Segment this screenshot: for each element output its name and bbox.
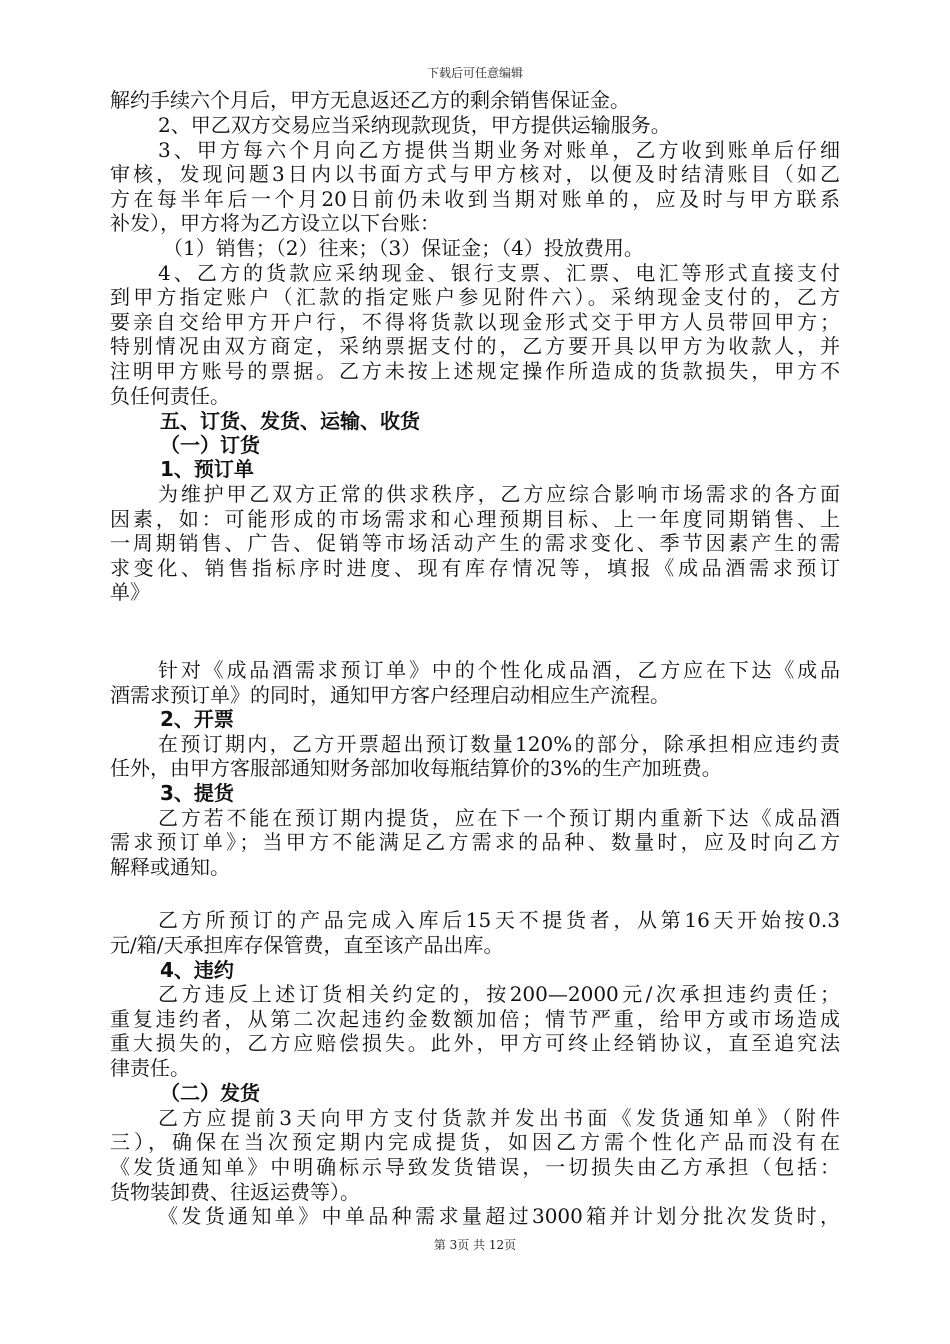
body-line: 因素，如：可能形成的市场需求和心理预期目标、上一年度同期销售、上 [110, 507, 840, 531]
body-line: 在预订期内，乙方开票超出预订数量120%的部分，除承担相应违约责 [158, 732, 840, 756]
body-line: 要亲自交给甲方开户行，不得将货款以现金形式交于甲方人员带回甲方； [110, 310, 840, 334]
item-heading: 1、预订单 [160, 457, 254, 481]
body-line: 3、甲方每六个月向乙方提供当期业务对账单，乙方收到账单后仔细 [158, 138, 840, 162]
body-line: 《发货通知单》中明确标示导致发货错误，一切损失由乙方承担（包括： [110, 1155, 840, 1179]
page-header: 下载后可任意编辑 [426, 66, 523, 80]
body-line: 《发货通知单》中单品种需求量超过3000箱并计划分批次发货时， [158, 1204, 840, 1228]
body-line: 元/箱/天承担库存保管费，直至该产品出库。 [110, 933, 504, 957]
subsection-heading: （一）订货 [160, 433, 260, 457]
subsection-heading: （二）发货 [160, 1081, 260, 1105]
body-line: 为维护甲乙双方正常的供求秩序，乙方应综合影响市场需求的各方面 [158, 482, 840, 506]
body-line: 方在每半年后一个月20日前仍未收到当期对账单的，应及时与甲方联系 [110, 187, 840, 211]
body-line: 需求预订单》；当甲方不能满足乙方需求的品种、数量时，应及时向乙方 [110, 830, 840, 854]
body-line: 单》 [110, 580, 150, 604]
body-line: 解释或通知。 [110, 855, 230, 879]
body-line: 求变化、销售指标序时进度、现有库存情况等，填报《成品酒需求预订 [110, 556, 840, 580]
body-line: 任外，由甲方客服部通知财务部加收每瓶结算价的3%的生产加班费。 [110, 756, 722, 780]
body-line: 到甲方指定账户（汇款的指定账户参见附件六）。采纳现金支付的，乙方 [110, 285, 840, 309]
body-line: 酒需求预订单》的同时，通知甲方客户经理启动相应生产流程。 [110, 683, 670, 707]
page-footer: 第 3页 共 12页 [433, 1238, 517, 1252]
body-line: 注明甲方账号的票据。乙方未按上述规定操作所造成的货款损失，甲方不 [110, 359, 840, 383]
body-line: 重大损失的，乙方应赔偿损失。此外，甲方可终止经销协议，直至追究法 [110, 1031, 840, 1055]
body-line: 乙方违反上述订货相关约定的，按200—2000元/次承担违约责任； [158, 982, 840, 1006]
section-heading: 五、订货、发货、运输、收货 [160, 409, 420, 433]
item-heading: 3、提货 [160, 781, 234, 805]
body-line: 乙方应提前3天向甲方支付货款并发出书面《发货通知单》（附件 [158, 1106, 840, 1130]
body-line: （1）销售；（2）往来；（3）保证金；（4）投放费用。 [163, 236, 644, 260]
body-line: 乙方所预订的产品完成入库后15天不提货者，从第16天开始按0.3 [158, 908, 840, 932]
body-line: 一周期销售、广告、促销等市场活动产生的需求变化、季节因素产生的需 [110, 531, 840, 555]
body-line: 解约手续六个月后，甲方无息返还乙方的剩余销售保证金。 [110, 88, 630, 112]
body-line: 特别情况由双方商定，采纳票据支付的，乙方要开具以甲方为收款人，并 [110, 334, 840, 358]
body-line: 负任何责任。 [110, 384, 230, 408]
body-line: 重复违约者，从第二次起违约金数额加倍；情节严重，给甲方或市场造成 [110, 1007, 840, 1031]
body-line: 货物装卸费、往返运费等）。 [110, 1180, 360, 1204]
item-heading: 4、违约 [160, 958, 234, 982]
body-line: 补发），甲方将为乙方设立以下台账： [110, 211, 440, 235]
body-line: 乙方若不能在预订期内提货，应在下一个预订期内重新下达《成品酒 [158, 806, 840, 830]
body-line: 审核，发现问题3日内以书面方式与甲方核对，以便及时结清账目（如乙 [110, 162, 840, 186]
item-heading: 2、开票 [160, 707, 234, 731]
body-line: 针对《成品酒需求预订单》中的个性化成品酒，乙方应在下达《成品 [158, 658, 840, 682]
body-line: 律责任。 [110, 1056, 190, 1080]
body-line: 2、甲乙双方交易应当采纳现款现货，甲方提供运输服务。 [158, 113, 671, 137]
body-line: 4、乙方的货款应采纳现金、银行支票、汇票、电汇等形式直接支付 [158, 261, 840, 285]
body-line: 三），确保在当次预定期内完成提货，如因乙方需个性化产品而没有在 [110, 1130, 840, 1154]
